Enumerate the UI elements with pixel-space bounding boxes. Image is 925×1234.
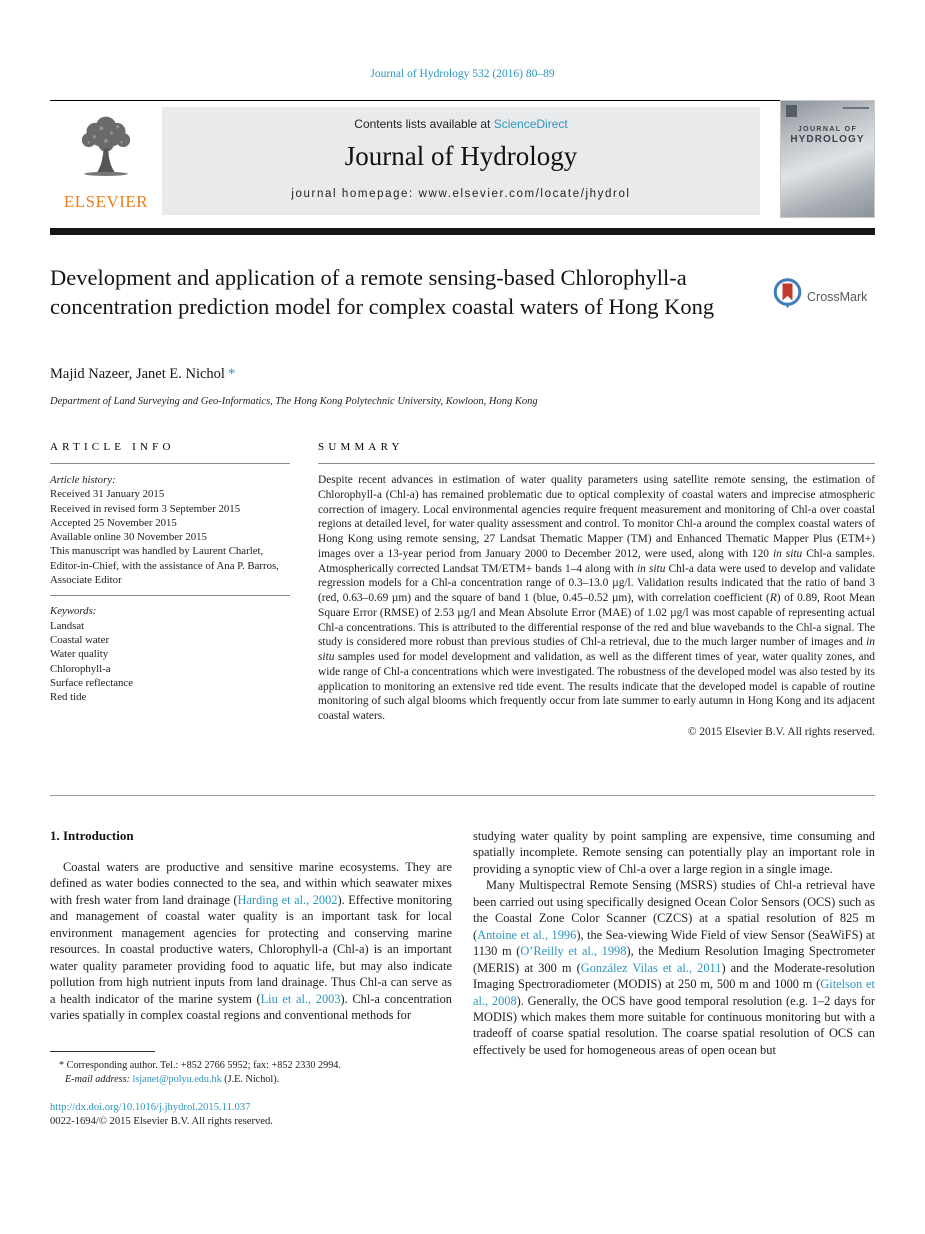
elsevier-tree-icon (67, 108, 145, 191)
history-item: Accepted 25 November 2015 (50, 516, 177, 529)
footnote-email-line (50, 1073, 452, 1087)
doi-block (50, 1102, 452, 1127)
crossmark-badge[interactable] (772, 278, 868, 316)
crossmark-icon (772, 276, 803, 318)
citation-link[interactable]: Liu et al., 2003 (260, 991, 341, 1006)
column-gap (452, 828, 473, 1127)
intro-paragraph-left: Coastal waters are productive and sensitive marine ecosystems. They are defined as water bodies connected to the sea, and within which seawater mixes with fresh water from land drainage (Harding et al., 2002). Effective monitoring and management of coastal water quality is an important task for local environment management agencies for protecting and conserving marine resources. In coastal productive waters, Chlorophyll-a (Chl-a) is an important water quality parameter providing food to aquatic life, but may also indicate pollution from high nutrient inputs from land drainage. Thus Chl-a can serve as a health indicator of the marine system (Liu et al., 2003). Chl-a concentration varies spatially in complex coastal regions and conventional methods for (50, 860, 452, 1023)
citation-link[interactable]: Antoine et al., 1996 (477, 927, 577, 942)
abstract-bottom-rule (50, 795, 875, 796)
keyword-item: Landsat (50, 619, 85, 632)
citation-link[interactable]: González Vilas et al., 2011 (580, 960, 722, 975)
summary-heading: SUMMARY (318, 441, 875, 464)
introduction-heading: 1. Introduction (50, 828, 134, 843)
citation-link[interactable]: Harding et al., 2002 (237, 892, 338, 907)
doi-link[interactable]: http://dx.doi.org/10.1016/j.jhydrol.2015.11.037 (50, 1101, 251, 1113)
footnote-asterisk[interactable]: * (59, 1059, 65, 1071)
contents-prefix: Contents lists available at (354, 117, 494, 131)
keyword-item: Surface reflectance (50, 676, 134, 689)
page-title: Development and application of a remote sensing-based Chlorophyll-a concentration prediction model for complex coastal waters of Hong Kong (50, 265, 715, 319)
keywords-label: Keywords: (50, 605, 97, 618)
cover-title-line2: HYDROLOGY (790, 134, 865, 145)
footnote-block (50, 1051, 452, 1127)
footnote-rule (50, 1051, 155, 1052)
author-names: Majid Nazeer, Janet E. Nichol (50, 366, 225, 382)
introduction-section (50, 828, 875, 1127)
history-item: Received in revised form 3 September 2015 (50, 502, 241, 515)
citation-link[interactable]: Gitelson et al., 2008 (473, 977, 875, 1008)
keyword-item: Red tide (50, 691, 87, 704)
copyright-line: © 2015 Elsevier B.V. All rights reserved. (687, 725, 875, 738)
citation-link[interactable]: O’Reilly et al., 1998 (520, 944, 627, 959)
keyword-item: Coastal water (50, 633, 110, 646)
banner-center-panel (162, 107, 760, 215)
email-suffix: (J.E. Nichol). (221, 1073, 280, 1085)
history-item: This manuscript was handled by Laurent Charlet, Editor-in-Chief, with the assistance of Ana P. Barros, Associate Editor (50, 545, 279, 587)
cover-title (780, 126, 875, 145)
sciencedirect-link[interactable]: ScienceDirect (493, 117, 568, 131)
journal-cover-thumbnail (780, 100, 875, 218)
crossmark-label: CrossMark (807, 290, 868, 304)
header-top-rule (50, 100, 875, 101)
banner-journal-title: Journal of Hydrology (344, 141, 578, 171)
cover-publisher-mark-icon (786, 105, 797, 117)
journal-reference: Journal of Hydrology 532 (2016) 80–89 (370, 68, 555, 80)
journal-header-banner (50, 107, 875, 215)
left-column (50, 828, 452, 1127)
article-info-divider (50, 595, 290, 596)
banner-gap (760, 107, 780, 215)
cover-title-line1: JOURNAL OF (797, 126, 858, 133)
info-summary-section (50, 441, 875, 738)
footnote-corresponding (50, 1059, 452, 1073)
cover-top-text-mark (843, 107, 869, 109)
journal-homepage-link[interactable]: journal homepage: www.elsevier.com/locate/jhydrol (291, 187, 631, 200)
history-item: Available online 30 November 2015 (50, 531, 207, 544)
history-item: Received 31 January 2015 (50, 488, 165, 501)
intro-paragraph-right-1: studying water quality by point sampling are expensive, time consuming and spatially incomplete. Remote sensing can potentially play an important role in providing a synoptic view of Chl-a over a large region in a single image. (473, 829, 875, 876)
intro-paragraph-right-2: Many Multispectral Remote Sensing (MSRS) studies of Chl-a retrieval have been carried out using specifically designed Ocean Color Sensors (OCS) such as the Coastal Zone Color Scanner (CZCS) at a spatial resolution of 825 m (Antoine et al., 1996), the Sea-viewing Wide Field of view Sensor (SeaWiFS) at 1130 m (O’Reilly et al., 1998), the Medium Resolution Imaging Spectrometer (MERIS) at 300 m (González Vilas et al., 2011) and the Moderate-resolution Imaging Spectroradiometer (MODIS) at 250 m, 500 m and 1000 m (Gitelson et al., 2008). Generally, the OCS have good temporal resolution (e.g. 1–2 days for MODIS) which makes them more suitable for continuous monitoring but with a tradeoff of coarse spatial resolution. The coarse spatial resolution of OCS can effectively be used for homogeneous areas of open ocean but (473, 878, 876, 1057)
keyword-item: Chlorophyll-a (50, 662, 111, 675)
elsevier-wordmark: ELSEVIER (63, 192, 149, 211)
keyword-item: Water quality (50, 648, 109, 661)
contents-line (162, 107, 760, 131)
header-thick-rule (50, 228, 875, 235)
footnote-text: Corresponding author. Tel.: +852 2766 5952; fax: +852 2330 2994. (66, 1059, 341, 1071)
email-link[interactable]: lsjanet@polyu.edu.hk (132, 1073, 222, 1085)
authors-line (50, 366, 235, 383)
issn-copyright-line: 0022-1694/© 2015 Elsevier B.V. All rights reserved. (50, 1115, 273, 1127)
affiliation: Department of Land Surveying and Geo-Informatics, The Hong Kong Polytechnic University, Kowloon, Hong Kong (50, 396, 538, 407)
summary-column (318, 441, 875, 738)
abstract-text: Despite recent advances in estimation of water quality parameters using satellite remote sensing, the estimation of Chlorophyll-a (Chl-a) has remained problematic due to optical complexity of coastal waters and imprecise atmospheric correction of imagery. Local environmental agencies require frequent measurement and monitoring of Chl-a over coastal regions at detailed level, for water quality assessment and control. To monitor Chl-a around the complex coastal waters of Hong Kong using remote sensing, 27 Landsat Thematic Mapper (TM) and Enhanced Thematic Mapper Plus (ETM+) images over a 13-year period from January 2000 to December 2012, were used, along with 120 in situ Chl-a samples. Atmospherically corrected Landsat TM/ETM+ bands 1–4 along with in situ Chl-a data were used to develop and validate regression models for a Chl-a concentration range of 0.3–13.0 µg/l. Validation results indicated that the ratio of band 3 (red, 0.63–0.69 µm) and the square of band 1 (blue, 0.45–0.52 µm), with correlation coefficient (R) of 0.89, Root Mean Square Error (RMSE) of 2.53 µg/l and Mean Absolute Error (MAE) of 1.02 µg/l was most capable of representing actual Chl-a concentrations. This is attributed to the differential response of the red and blue wavebands to the Chl-a signal. The study is considered more robust than previous studies of Chl-a retrieval, due to the much larger number of images and in situ samples used for model development and validation, as well as the different times of year, water quality zones, and wide range of Chl-a concentrations which were investigated. The robustness of the developed model was also tested by its application to monitoring an extensive red tide event. The results indicate that the developed model is capable of routine monitoring of such algal blooms which frequently occur from late summer to early autumn in Hong Kong and its adjacent coastal waters. (318, 474, 876, 722)
email-label: E-mail address: (65, 1073, 130, 1085)
corresponding-author-mark[interactable]: * (227, 366, 236, 382)
article-info-heading: ARTICLE INFO (50, 441, 290, 464)
article-info-column (50, 441, 290, 738)
elsevier-logo (50, 107, 162, 215)
right-column (473, 828, 875, 1127)
article-history-label: Article history: (50, 474, 116, 486)
